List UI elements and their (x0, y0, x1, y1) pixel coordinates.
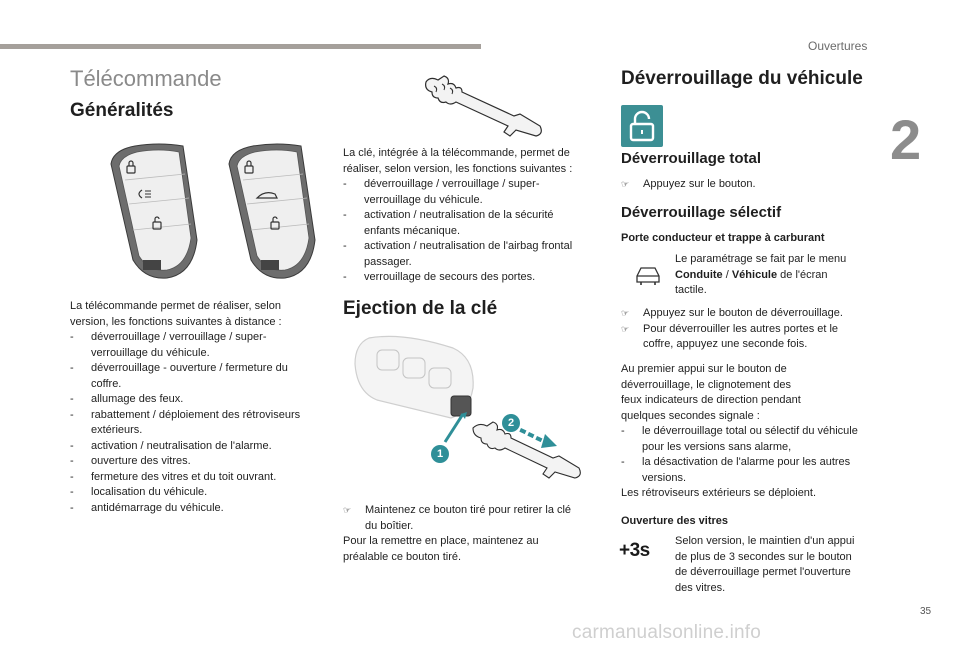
list-item: - antidémarrage du véhicule. (70, 501, 224, 514)
selective-unlock-heading: Déverrouillage sélectif (621, 204, 782, 221)
list-item: - verrouillage de secours des portes. (343, 271, 536, 283)
menu-conduite: Conduite (675, 268, 723, 281)
left-intro-line: version, les fonctions suivantes à distance : (70, 315, 282, 328)
left-intro-line: La télécommande permet de réaliser, selon (70, 300, 281, 312)
mirrors-line: Les rétroviseurs extérieurs se déploient. (621, 487, 817, 499)
list-item: - allumage des feux. (70, 393, 184, 405)
page-number: 35 (920, 606, 932, 617)
middle-body (343, 146, 605, 286)
section-label: Ouvertures (808, 39, 868, 53)
menu-vehicule: Véhicule (731, 268, 778, 281)
instruction-step: ☞ Pour déverrouiller les autres portes et le coffre, appuyez une seconde fois. (621, 322, 839, 350)
list-item: - déverrouillage / verrouillage / super- verrouillage du véhicule. (70, 331, 267, 359)
eject-instructions (343, 503, 605, 565)
callout-2: 2 (502, 414, 520, 432)
instruction-step: ☞ Appuyez sur le bouton de déverrouillage. (621, 306, 883, 322)
selective-steps (621, 306, 883, 353)
remote-key-right (229, 144, 315, 278)
list-item: - activation / neutralisation de la sécurité enfants mécanique. (343, 209, 554, 237)
chapter-number: 2 (890, 108, 922, 171)
pointer-icon: ☞ (621, 179, 630, 189)
middle-intro-line: La clé, intégrée à la télécommande, permet de (343, 147, 570, 159)
list-item: - ouverture des vitres. (70, 455, 191, 467)
list-item: - activation / neutralisation de l'airbag frontal passager. (343, 240, 573, 268)
unlocking-heading: Déverrouillage du véhicule (621, 68, 863, 89)
key-blade-illustration (420, 72, 545, 140)
reinsert-line: Pour la remettre en place, maintenez au (343, 535, 539, 547)
list-item: - activation / neutralisation de l'alarme. (70, 439, 272, 452)
padlock-open-icon (621, 105, 663, 147)
windows-text: Selon version, le maintien d'un appui de plus de 3 secondes sur le bouton de déverrouillage permet l'ouverture des vitres. (675, 535, 855, 594)
total-unlock-step (621, 177, 881, 193)
total-unlock-heading: Déverrouillage total (621, 150, 762, 167)
list-item: - fermeture des vitres et du toit ouvrant. (70, 470, 277, 483)
windows-heading: Ouverture des vitres (621, 515, 728, 527)
header-rule (0, 44, 481, 49)
list-item: - le déverrouillage total ou sélectif du véhicule pour les versions sans alarme, (621, 425, 858, 453)
eject-key-heading: Ejection de la clé (343, 298, 498, 319)
callout-1: 1 (431, 445, 449, 463)
list-item: - localisation du véhicule. (70, 486, 208, 498)
left-body (70, 299, 330, 516)
pointer-icon: ☞ (621, 308, 630, 318)
signal-text: Au premier appui sur le bouton de déverrouillage, le clignotement des feux indicateurs de direction pendant quelques secondes signale : - le déverrouillage total ou sélectif du véhicule pour les versions sans alarme, - la désactivation de l'alarme pour les autres versions. Les rétroviseurs extérieurs se déploient. (621, 362, 889, 502)
driver-door-heading: Porte conducteur et trappe à carburant (621, 232, 825, 244)
instruction-step: ☞ Maintenez ce bouton tiré pour retirer la clé du boîtier. (343, 504, 572, 532)
list-item: - rabattement / déploiement des rétroviseurs extérieurs. (70, 408, 301, 436)
menu-setting-text: Le paramétrage se fait par le menu Conduite / Véhicule de l'écran tactile. (675, 253, 847, 296)
remote-key-left (111, 144, 197, 278)
list-item: - déverrouillage - ouverture / fermeture du coffre. (70, 362, 288, 390)
key-eject-illustration (343, 330, 593, 490)
car-icon (634, 264, 662, 286)
page-title: Télécommande (70, 66, 222, 91)
list-item: - la désactivation de l'alarme pour les autres versions. (621, 456, 851, 484)
reinsert-line: préalable ce bouton tiré. (343, 550, 462, 563)
list-item: - déverrouillage / verrouillage / super- verrouillage du véhicule. (343, 178, 540, 206)
pointer-icon: ☞ (621, 323, 630, 334)
instruction-step: ☞ Appuyez sur le bouton. (621, 177, 881, 193)
hold-3s-icon: +3s (619, 540, 650, 561)
pointer-icon: ☞ (343, 505, 352, 515)
remote-keys-illustration (107, 140, 327, 290)
middle-intro-line: réaliser, selon version, les fonctions suivantes : (343, 162, 573, 175)
generalites-heading: Généralités (70, 100, 174, 121)
watermark: carmanualsonline.info (572, 622, 762, 643)
